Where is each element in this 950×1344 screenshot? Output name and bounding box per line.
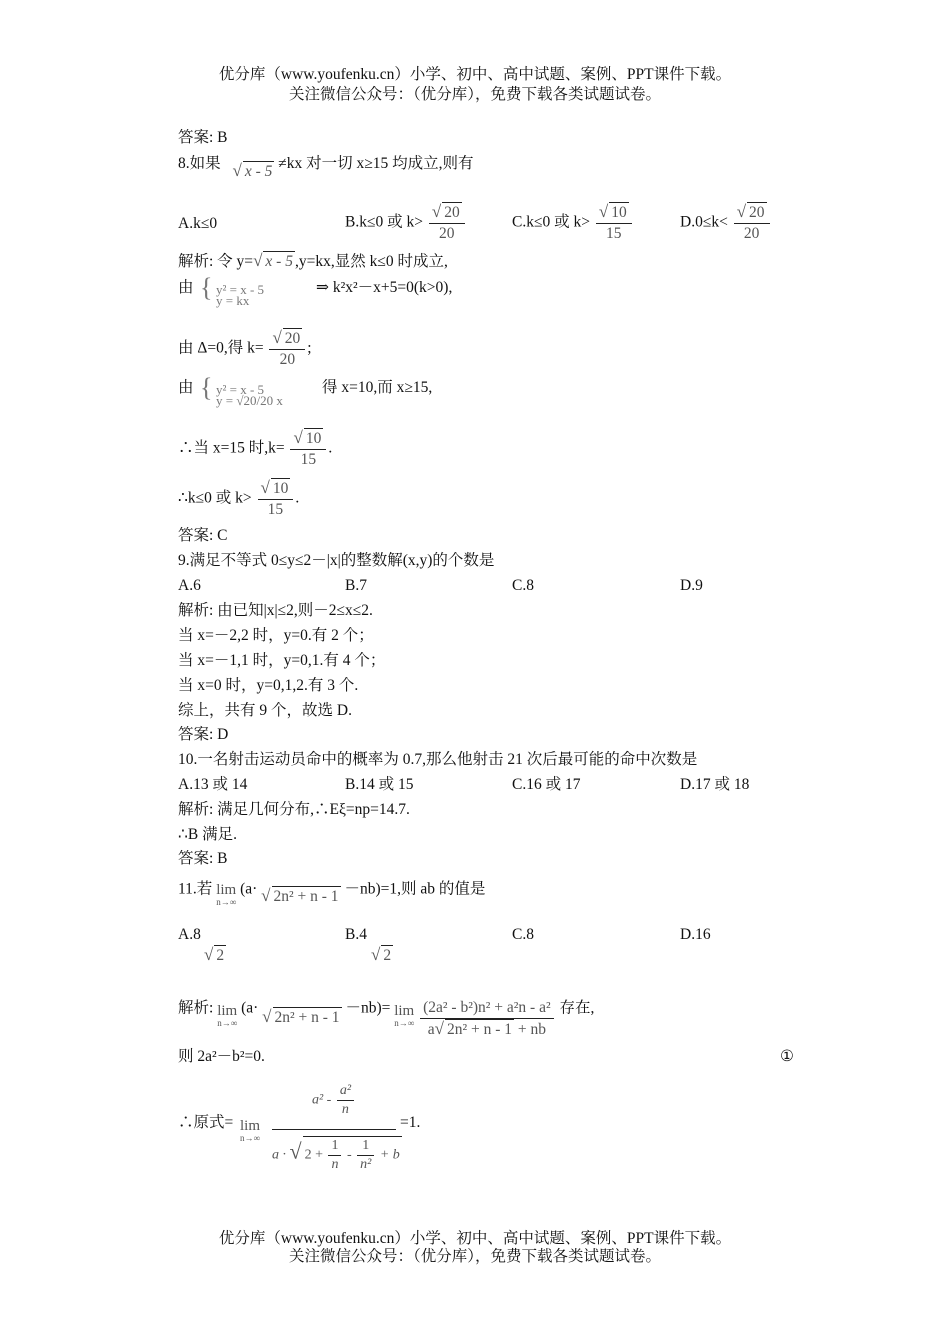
q8-radicand: x - 5	[244, 163, 273, 180]
q8-option-c-prefix: C.k≤0 或 k>	[512, 213, 590, 231]
q8-option-d-prefix: D.0≤k<	[680, 213, 728, 231]
q11-sol3-den-frac-2	[357, 1137, 374, 1174]
q8-option-d-fraction: $\frac{√ 20}{20}$	[734, 202, 770, 244]
q10-stem: 10.一名射击运动员命中的概率为 0.7,那么他射击 21 次后最可能的命中次数是	[178, 751, 698, 768]
q11-sol1-lim-sub: n→∞	[217, 1018, 238, 1028]
q11-lim-sub: n→∞	[216, 897, 237, 907]
q9-solution-4: 当 x=0 时，y=0,1,2.有 3 个.	[178, 677, 359, 694]
q11-sol1-den-root: 2n² + n - 1	[446, 1021, 513, 1038]
q11-sol1-radicand: 2n² + n - 1	[274, 1008, 340, 1026]
q8-sol5-num: 10	[305, 430, 322, 447]
q11-solution-3-pre: ∴原式=	[178, 1114, 234, 1131]
q11-solution-1	[178, 988, 595, 1038]
q8-sol5-fraction: $\frac{√ 10}{15}$	[290, 428, 326, 470]
q8-option-a: A.k≤0	[178, 215, 218, 232]
q11-sol3-fraction-bar	[272, 1129, 396, 1130]
q11-sol1-den-b: + nb	[517, 1021, 547, 1038]
q8-solution-4-pre: 由	[178, 379, 194, 396]
q11-sol1-limit	[217, 1005, 237, 1029]
q11-sol1-sqrt: √ 2n² + n - 1	[262, 1006, 340, 1026]
q11-sol3-den-b: + b	[379, 1147, 400, 1163]
q11-sol3-den-f1-n: 1	[328, 1137, 341, 1156]
q8-solution-6	[178, 478, 299, 520]
q11-limit	[216, 884, 236, 908]
q8-sol3-den: 20	[279, 351, 296, 368]
q8-system-2: { y² = x - 5 y = √20/20 x	[200, 373, 283, 408]
q8-sol6-den: 15	[267, 501, 284, 518]
q11-sol3-den-f1-d: n	[331, 1157, 339, 1172]
q11-solution-2: 则 2a²－b²=0.	[178, 1048, 265, 1065]
q11-option-d: D.16	[680, 926, 711, 943]
q8-solution-3	[178, 328, 312, 370]
q11-sol3-num-fd: n	[341, 1102, 349, 1117]
q11-sol1-num: (2a² - b²)n² + a²n - a²	[420, 998, 554, 1019]
q11-sqrt: √ 2n² + n - 1	[261, 885, 339, 905]
q8-option-b-fraction: $\frac{√ 20}{20}$	[429, 202, 465, 244]
q8-option-c-den: 15	[606, 225, 622, 242]
q9-option-c: C.8	[512, 577, 534, 594]
q8-sol1-pre: 解析: 令 y=	[178, 253, 254, 270]
q11-sol1-pre: 解析:	[178, 999, 214, 1017]
q11-sol1-lim2-word: lim	[394, 1003, 415, 1019]
q8-sol1-sqrt: √ x - 5	[253, 251, 293, 270]
q11-mid: (a·	[240, 880, 258, 898]
q11-sol3-lim-sub: n→∞	[240, 1133, 260, 1143]
q11-option-b-radicand: 2	[383, 947, 392, 964]
q11-sol3-num-fn: a²	[337, 1082, 354, 1101]
q10-answer: 答案: B	[178, 850, 228, 867]
q8-option-b	[345, 202, 467, 244]
q8-option-d	[680, 202, 772, 244]
q11-sol1-den: a√ 2n² + n - 1 + nb	[427, 1019, 547, 1038]
q11-sol3-den-f2-n: 1	[357, 1137, 374, 1156]
footer-line-1: 优分库（www.youfenku.cn）小学、初中、高中试题、案例、PPT课件下载。	[218, 1230, 732, 1247]
q10-option-c: C.16 或 17	[512, 776, 581, 793]
q9-option-a: A.6	[178, 577, 201, 594]
q11-option-a-radicand: 2	[216, 947, 225, 964]
q8-sol3-num: 20	[284, 330, 301, 347]
q8-sol6-num: 10	[272, 480, 289, 497]
q11-rest: －nb)=1,则 ab 的值是	[344, 880, 486, 898]
q8-sol5-post: .	[328, 439, 333, 457]
q8-rest: ≠kx 对一切 x≥15 均成立,则有	[278, 155, 474, 172]
q8-sol3-pre: 由 Δ=0,得 k=	[178, 339, 264, 357]
q8-solution-2-pre: 由	[178, 279, 194, 296]
q11-sol1-lim-word: lim	[217, 1003, 238, 1019]
q9-solution-3: 当 x=－1,1 时，y=0,1.有 4 个；	[178, 652, 386, 669]
q8-stem	[178, 153, 474, 180]
q11-sol3-den-frac-1	[328, 1137, 341, 1174]
q11-sol3-numerator	[272, 1082, 396, 1119]
q11-sol3-den-minus: -	[346, 1147, 352, 1163]
q8-option-b-den: 20	[439, 225, 455, 242]
q11-marker-1: ①	[780, 1048, 794, 1065]
q8-sol6-post: .	[295, 489, 300, 507]
header-line-1: 优分库（www.youfenku.cn）小学、初中、高中试题、案例、PPT课件下载。	[218, 66, 732, 83]
q11-sol3-num-frac	[337, 1082, 354, 1119]
q8-system-2-eq-b: y = √20/20 x	[216, 393, 283, 408]
q10-option-a: A.13 或 14	[178, 776, 248, 793]
q11-option-a-label: A.8	[178, 926, 201, 943]
q8-system-2-eq-a: y² = x - 5	[216, 382, 265, 397]
q11-sol1-post: 存在,	[559, 999, 595, 1017]
q8-system-1-eq-a: y² = x - 5	[216, 282, 265, 297]
q11-option-b-label: B.4	[345, 926, 367, 943]
q11-lim-word: lim	[216, 882, 237, 898]
q8-solution-4-post: 得 x=10,而 x≥15,	[322, 379, 433, 396]
q8-sqrt: √ x - 5	[232, 161, 273, 180]
q11-sol3-limit	[240, 1120, 260, 1144]
q8-option-c	[512, 202, 634, 244]
q11-option-b	[345, 925, 393, 966]
q11-sol3-denominator: a · √ 2 + $\frac{1}{n}$ - $\frac{1}{\text{n²}}$ + b	[272, 1138, 400, 1172]
q11-option-a-root: √ 2	[204, 945, 225, 964]
q11-sol1-fraction	[420, 998, 554, 1040]
q11-option-b-root: √ 2	[371, 945, 392, 964]
q11-sol1-lim2-sub: n→∞	[394, 1018, 415, 1028]
q8-option-b-prefix: B.k≤0 或 k>	[345, 213, 423, 231]
q11-sol3-den-2: 2 +	[304, 1147, 323, 1163]
q11-sol3-num-a: a² -	[311, 1092, 332, 1108]
q8-sol6-pre: ∴k≤0 或 k>	[178, 489, 252, 507]
q8-sol3-fraction: $\frac{√ 20}{20}$	[269, 328, 305, 370]
q8-sol5-den: 15	[300, 451, 317, 468]
q8-sol3-post: ;	[307, 339, 312, 357]
q11-sol1-mid2: －nb)=	[345, 999, 391, 1017]
header-line-2: 关注微信公众号：（优分库），免费下载各类试题试卷。	[288, 86, 661, 103]
q8-system-1: { y² = x - 5 y = kx	[200, 273, 265, 308]
q7-answer: 答案: B	[178, 129, 228, 146]
q9-solution-2: 当 x=－2,2 时，y=0.有 2 个；	[178, 627, 374, 644]
q8-solution-5	[178, 428, 332, 470]
q8-lead: 8.如果	[178, 155, 221, 172]
q8-option-b-num: 20	[444, 204, 460, 221]
q11-lead: 11.若	[178, 880, 213, 898]
q11-sol3-den-a: a ·	[272, 1147, 286, 1163]
q11-sol3-lim-word: lim	[240, 1118, 261, 1134]
q8-option-d-num: 20	[749, 204, 765, 221]
q8-option-d-den: 20	[743, 225, 760, 242]
q11-option-a	[178, 925, 226, 966]
q9-solution-5: 综上，共有 9 个，故选 D.	[178, 702, 352, 719]
q8-sol1-radicand: x - 5	[265, 253, 293, 270]
q8-option-c-num: 10	[611, 204, 627, 221]
q8-sol6-fraction: $\frac{√ 10}{15}$	[258, 478, 294, 520]
q8-solution-1	[178, 251, 448, 272]
q11-sol3-den-f2-d: n²	[360, 1157, 372, 1172]
q9-stem: 9.满足不等式 0≤y≤2－|x|的整数解(x,y)的个数是	[178, 552, 495, 569]
q9-answer: 答案: D	[178, 726, 229, 743]
q11-sol1-limit-2	[394, 1005, 414, 1029]
q9-solution-1: 解析: 由已知|x|≤2,则－2≤x≤2.	[178, 602, 373, 619]
q9-option-b: B.7	[345, 577, 367, 594]
q8-sol1-post: ,y=kx,显然 k≤0 时成立,	[294, 253, 448, 270]
q10-option-d: D.17 或 18	[680, 776, 750, 793]
footer-line-2: 关注微信公众号：（优分库），免费下载各类试题试卷。	[288, 1248, 661, 1265]
q11-sol1-den-a: a	[427, 1021, 435, 1038]
q8-system-1-eq-b: y = kx	[216, 293, 250, 308]
q11-stem	[178, 878, 486, 907]
q10-solution-1: 解析: 满足几何分布,∴Eξ=np=14.7.	[178, 801, 410, 818]
q11-sol3-den-root	[303, 1136, 402, 1174]
q9-option-d: D.9	[680, 577, 703, 594]
q10-option-b: B.14 或 15	[345, 776, 414, 793]
q11-sol1-mid: (a·	[241, 999, 259, 1017]
q11-radicand: 2n² + n - 1	[273, 887, 339, 905]
q8-option-c-fraction: $\frac{√ 10}{15}$	[596, 202, 632, 244]
q11-solution-3-post: =1.	[400, 1114, 421, 1131]
q8-sol5-pre: ∴当 x=15 时,k=	[178, 439, 285, 457]
q8-answer: 答案: C	[178, 527, 228, 544]
q11-option-c: C.8	[512, 926, 534, 943]
q8-solution-2-post: ⇒ k²x²－x+5=0(k>0),	[316, 279, 453, 296]
q10-solution-2: ∴B 满足.	[178, 826, 237, 843]
